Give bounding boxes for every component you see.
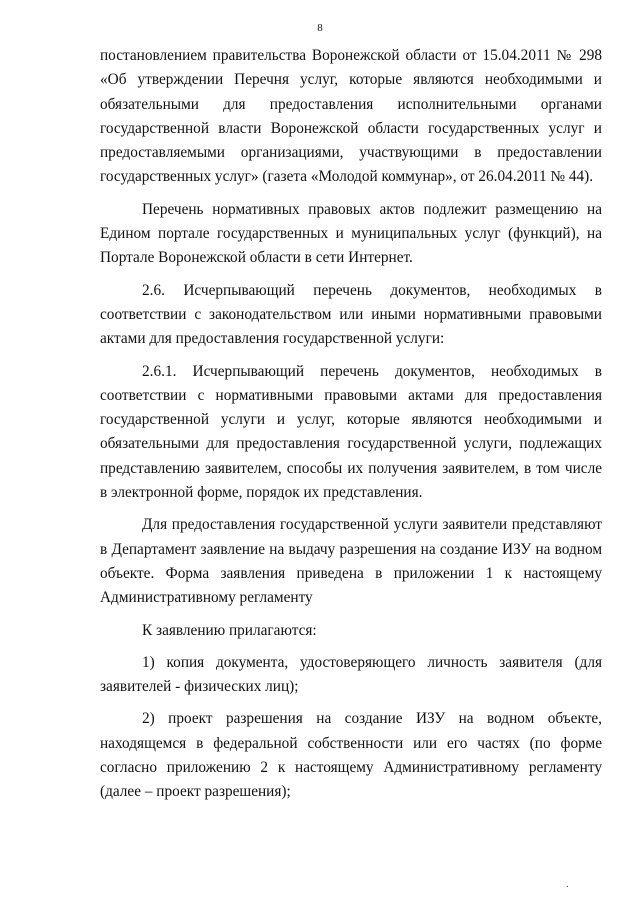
scan-corner-mark: . <box>566 878 569 890</box>
list-item-draft-permit: 2) проект разрешения на создание ИЗУ на водном объекте, находящемся в федеральной собственности или его частях (по форме согласно приложению 2 к настоящему Административному регламенту (далее – проект разрешения); <box>100 710 602 801</box>
paragraph-application-submission: Для предоставления государственной услуги заявители представляют в Департамент заявление на выдачу разрешения на создание ИЗУ на водном объекте. Форма заявления приведена в приложении 1 к настоящему Административному регламенту <box>100 516 602 607</box>
paragraph-attachments-intro: К заявлению прилагаются: <box>142 621 317 639</box>
paragraph-acts-publication: Перечень нормативных правовых актов подлежит размещению на Едином портале государственных и муниципальных услуг (функций), на Портале Воронежской области в сети Интернет. <box>100 200 602 267</box>
page-number: 8 <box>317 22 323 34</box>
paragraph-section-2-6: 2.6. Исчерпывающий перечень документов, необходимых в соответствии с законодательством или иными нормативными правовыми актами для предоставления государственной услуги: <box>100 281 602 348</box>
list-item-identity-document: 1) копия документа, удостоверяющего личность заявителя (для заявителей - физических лиц); <box>100 653 602 696</box>
document-body <box>100 44 602 805</box>
paragraph-section-2-6-1: 2.6.1. Исчерпывающий перечень документов, необходимых в соответствии с нормативными правовыми актами для предоставления государственной услуги и услуг, которые являются необходимыми и обязательными для предоставления государственной услуги, подлежащих представлению заявителем, способы их получения заявителем, в том числе в электронной форме, порядок их представления. <box>100 362 602 502</box>
paragraph-resolution-reference: постановлением правительства Воронежской области от 15.04.2011 № 298 «Об утверждении Перечня услуг, которые являются необходимыми и обязательными для предоставления исполнительными органами государственной власти Воронежской области государственных услуг и предоставляемыми организациями, участвующими в предоставлении государственных услуг» (газета «Молодой коммунар», от 26.04.2011 № 44). <box>100 47 602 186</box>
